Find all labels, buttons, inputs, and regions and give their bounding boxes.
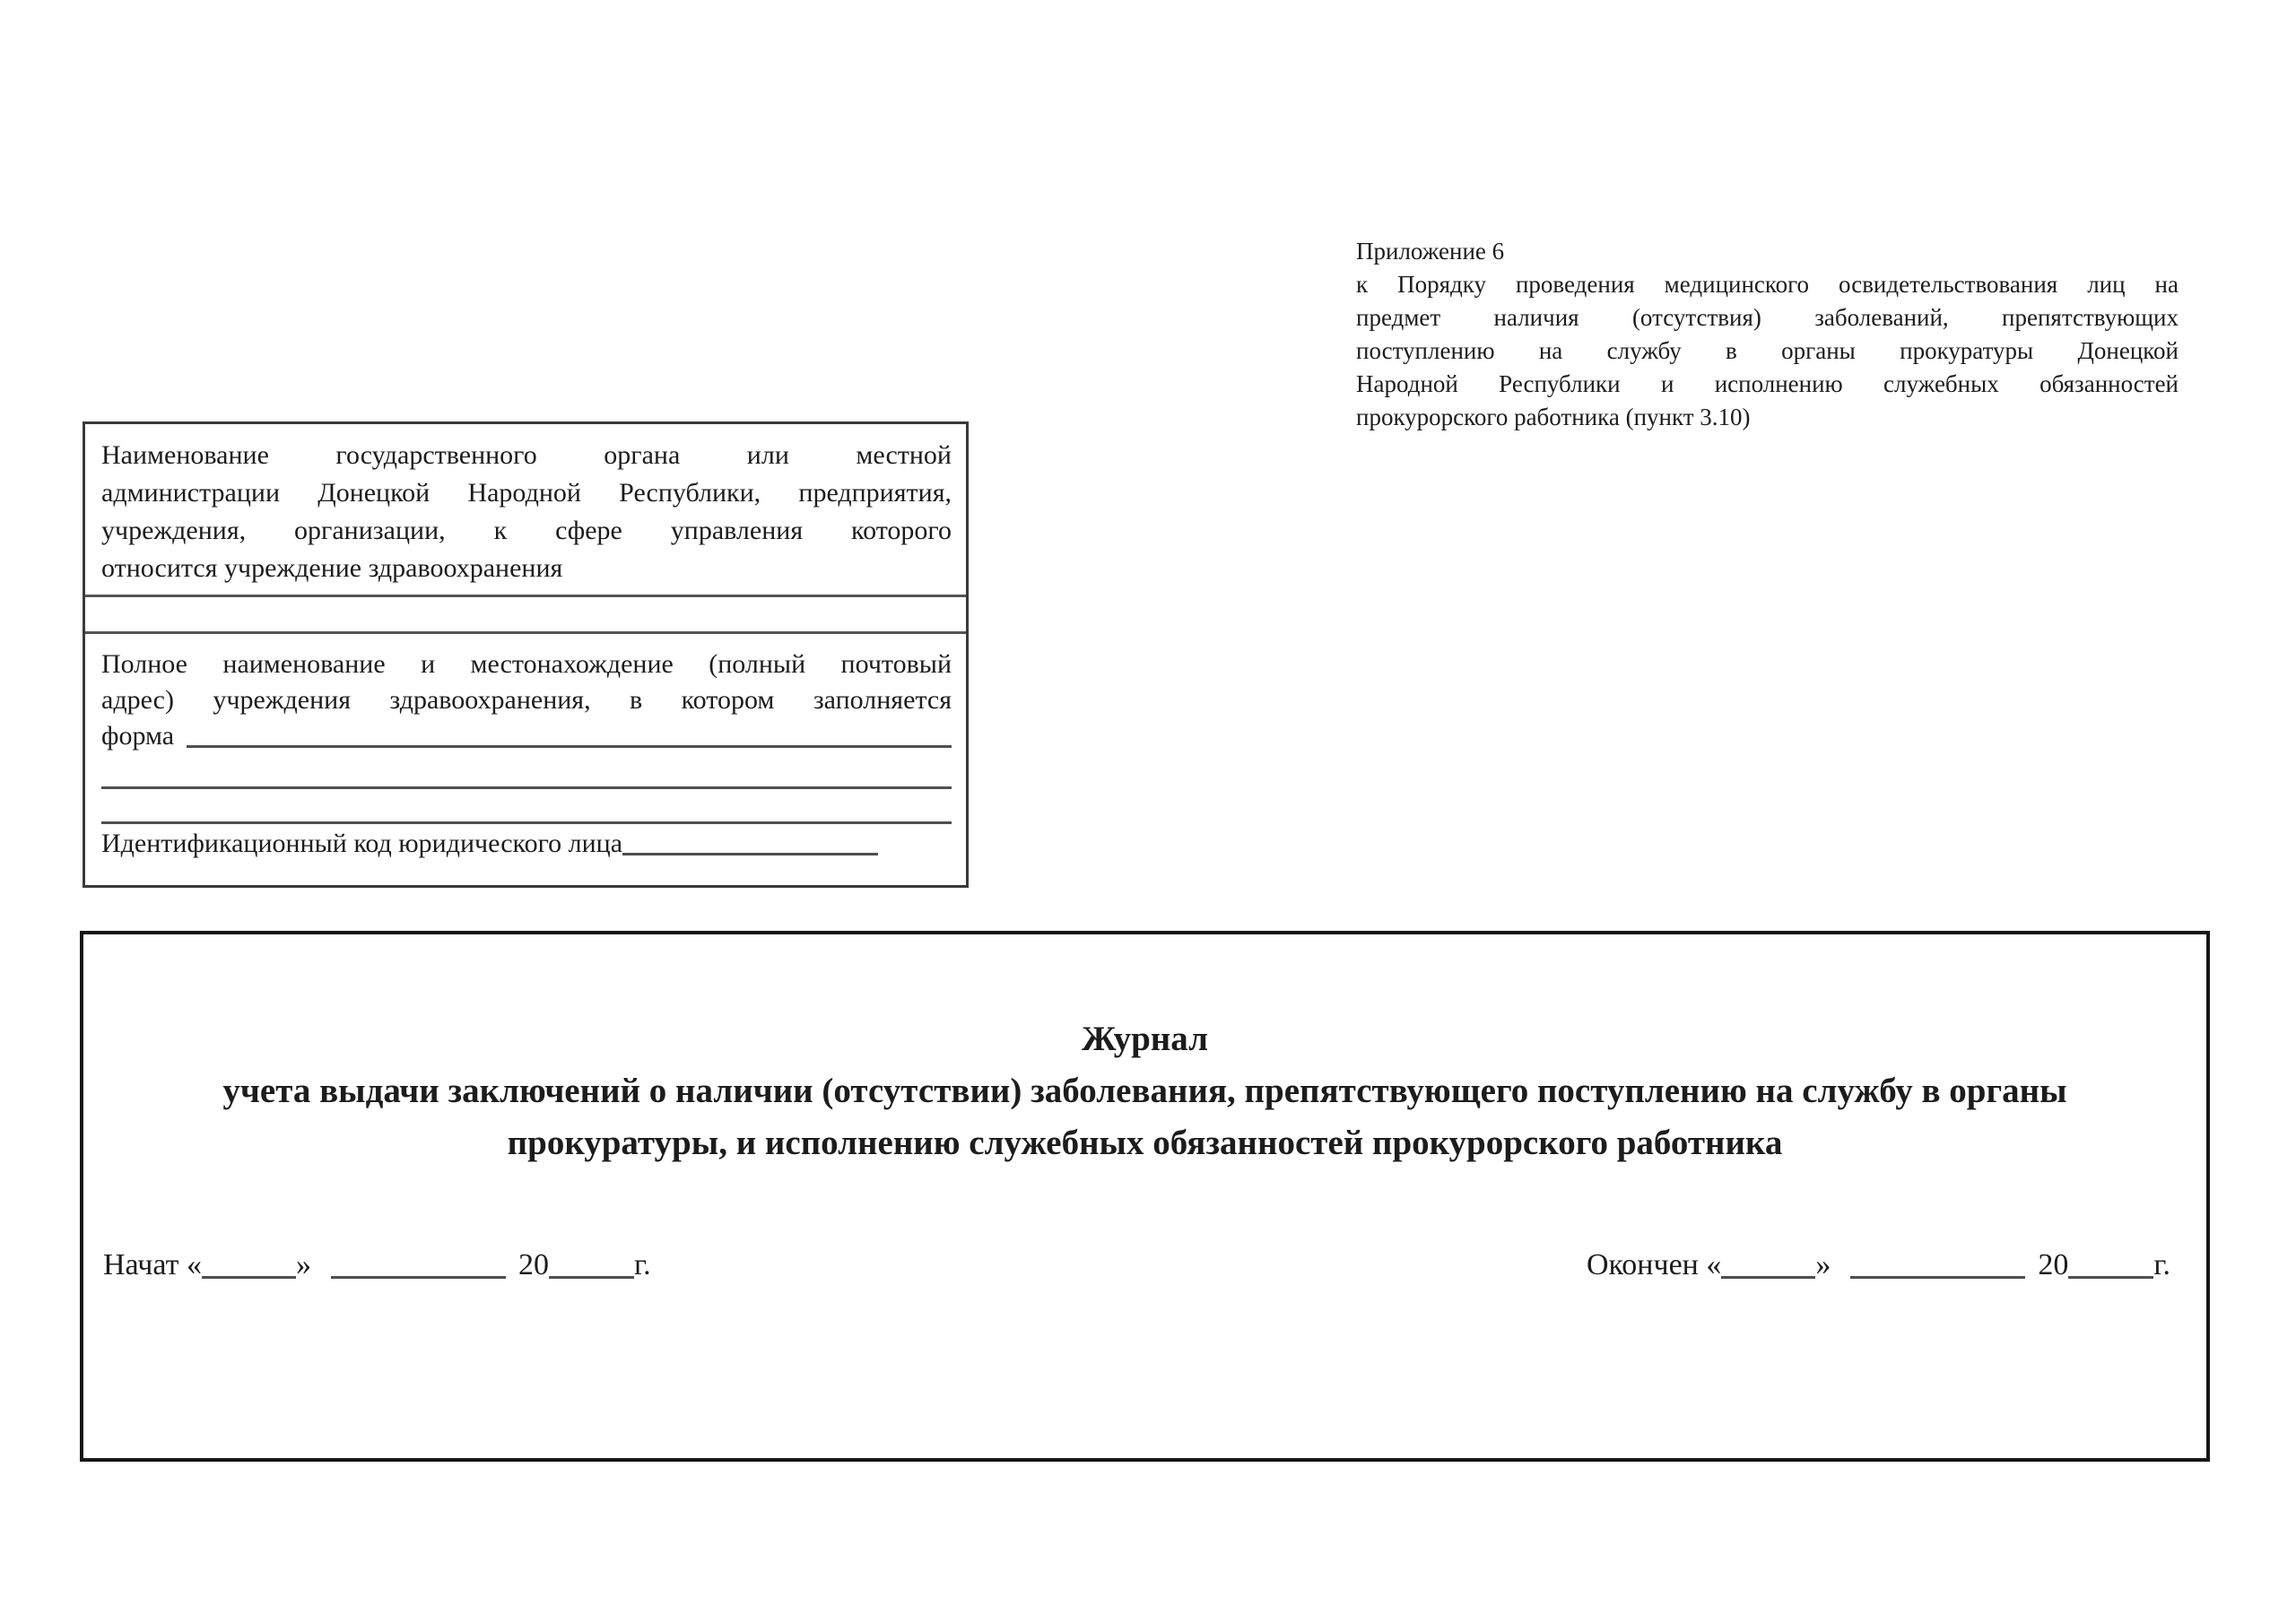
- quote-close: »: [1815, 1248, 1831, 1281]
- org-info-box: [83, 421, 969, 888]
- org-authority-line: администрации Донецкой Народной Республики, предприятия,: [101, 478, 952, 508]
- blank-line: [331, 1245, 506, 1279]
- blank-line: [101, 754, 952, 789]
- year-suffix: г.: [2153, 1248, 2170, 1281]
- appendix-body-line: Народной Республики и исполнению служебных обязанностей: [1356, 370, 2179, 397]
- journal-started: [103, 1245, 651, 1286]
- journal-heading: [83, 1013, 2206, 1169]
- org-facility-line: адрес) учреждения здравоохранения, в котором заполняется: [101, 685, 952, 715]
- blank-line: [549, 1245, 634, 1279]
- blank-line: [622, 826, 878, 855]
- form-name-row: [101, 718, 952, 754]
- year-prefix: 20: [517, 1248, 549, 1281]
- org-authority-line: относится учреждение здравоохранения: [101, 553, 563, 583]
- blank-line: [1721, 1245, 1815, 1279]
- appendix-body-line: к Порядку проведения медицинского освидетельствования лиц на: [1356, 271, 2179, 298]
- started-label: Начат «: [103, 1248, 202, 1281]
- blank-line: [1850, 1245, 2025, 1279]
- org-authority-section: [85, 424, 966, 597]
- year-suffix: г.: [633, 1248, 651, 1281]
- journal-ended: [1587, 1245, 2170, 1286]
- appendix-body-line: поступлению на службу в органы прокуратуры Донецкой: [1356, 337, 2179, 364]
- appendix-body-line: прокурорского работника (пункт 3.10): [1356, 404, 1751, 430]
- quote-close: »: [295, 1248, 311, 1281]
- journal-title: Журнал: [1082, 1020, 1208, 1058]
- legal-entity-id-label: Идентификационный код юридического лица: [101, 829, 623, 858]
- blank-line: [101, 789, 952, 824]
- appendix-number: Приложение 6: [1356, 238, 1505, 265]
- appendix-body-line: предмет наличия (отсутствия) заболеваний, препятствующих: [1356, 304, 2179, 331]
- form-label: форма: [101, 721, 175, 751]
- ended-label: Окончен «: [1586, 1248, 1722, 1281]
- journal-subtitle-line: прокуратуры, и исполнению служебных обязанностей прокурорского работника: [507, 1124, 1783, 1162]
- blank-line: [202, 1245, 296, 1279]
- journal-dates-row: [83, 1245, 2206, 1286]
- journal-box: [80, 931, 2210, 1462]
- appendix-note: [1356, 235, 2179, 434]
- org-authority-line: Наименование государственного органа или местной: [101, 440, 952, 470]
- legal-entity-id-row: [101, 826, 952, 862]
- org-facility-section: [85, 634, 966, 885]
- blank-line: [2068, 1245, 2153, 1279]
- org-box-empty-row: [85, 597, 966, 634]
- org-facility-line: Полное наименование и местонахождение (полный почтовый: [101, 649, 952, 679]
- journal-subtitle-line: учета выдачи заключений о наличии (отсутствии) заболевания, препятствующего поступлению на службу в органы: [222, 1072, 2067, 1110]
- blank-line: [187, 718, 952, 748]
- year-prefix: 20: [2038, 1248, 2069, 1281]
- org-authority-line: учреждения, организации, к сфере управления которого: [101, 516, 952, 545]
